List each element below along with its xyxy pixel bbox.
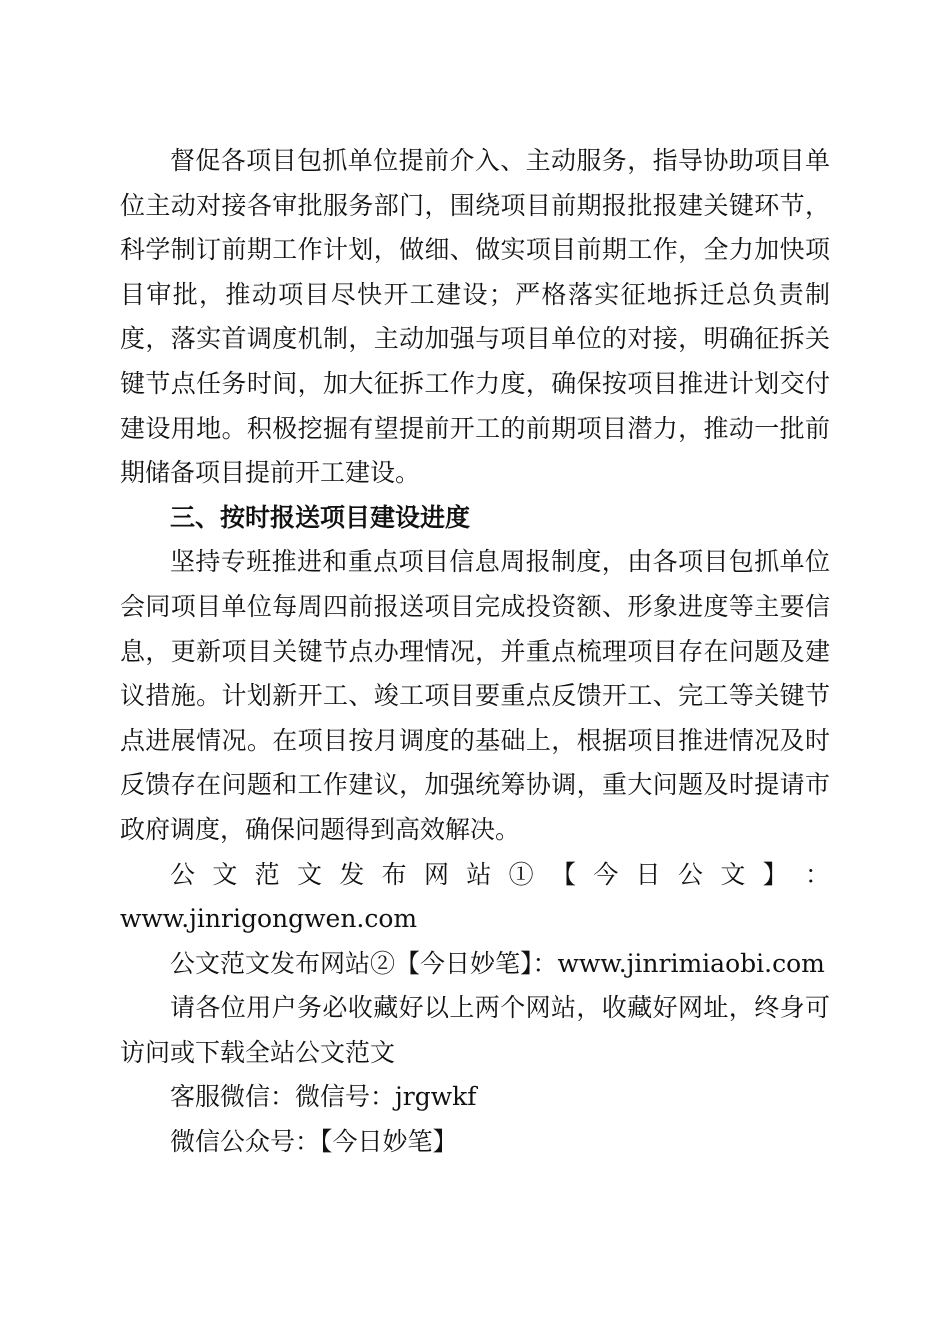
website-1-url: www.jinrigongwen.com: [120, 904, 418, 934]
customer-service-wechat: 客服微信：微信号：jrgwkf: [170, 1082, 477, 1112]
paragraph-progress-reporting: 坚持专班推进和重点项目信息周报制度，由各项目包抓单位会同项目单位每周四前报送项目完成投资额、形象进度等主要信息，更新项目关键节点办理情况，并重点梳理项目存在问题及建议措施。计划新开工、竣工项目要重点反馈开工、完工等关键节点进展情况。在项目按月调度的基础上，根据项目推进情况及时反馈存在问题和工作建议，加强统筹协调，重大问题及时提请市政府调度，确保问题得到高效解决。: [120, 547, 830, 844]
website-1-label: 公 文 范 文 发 布 网 站 ① 【 今 日 公 文 】 ：: [170, 859, 830, 889]
bookmark-notice: 请各位用户务必收藏好以上两个网站，收藏好网址，终身可访问或下载全站公文范文: [120, 993, 830, 1067]
website-2-line: 公文范文发布网站②【今日妙笔】：www.jinrimiaobi.com: [170, 948, 825, 978]
wechat-public-account: 微信公众号：【今日妙笔】: [170, 1127, 458, 1157]
paragraph-project-preparation: 督促各项目包抓单位提前介入、主动服务，指导协助项目单位主动对接各审批服务部门，围绕项目前期报批报建关键环节，科学制订前期工作计划，做细、做实项目前期工作，全力加快项目审批，推动项目尽快开工建设；严格落实征地拆迁总负责制度，落实首调度机制，主动加强与项目单位的对接，明确征拆关键节点任务时间，加大征拆工作力度，确保按项目推进计划交付建设用地。积极挖掘有望提前开工的前期项目潜力，推动一批前期储备项目提前开工建设。: [120, 146, 830, 488]
section-heading-3: 三、按时报送项目建设进度: [170, 502, 471, 532]
document-body: [120, 139, 830, 1165]
